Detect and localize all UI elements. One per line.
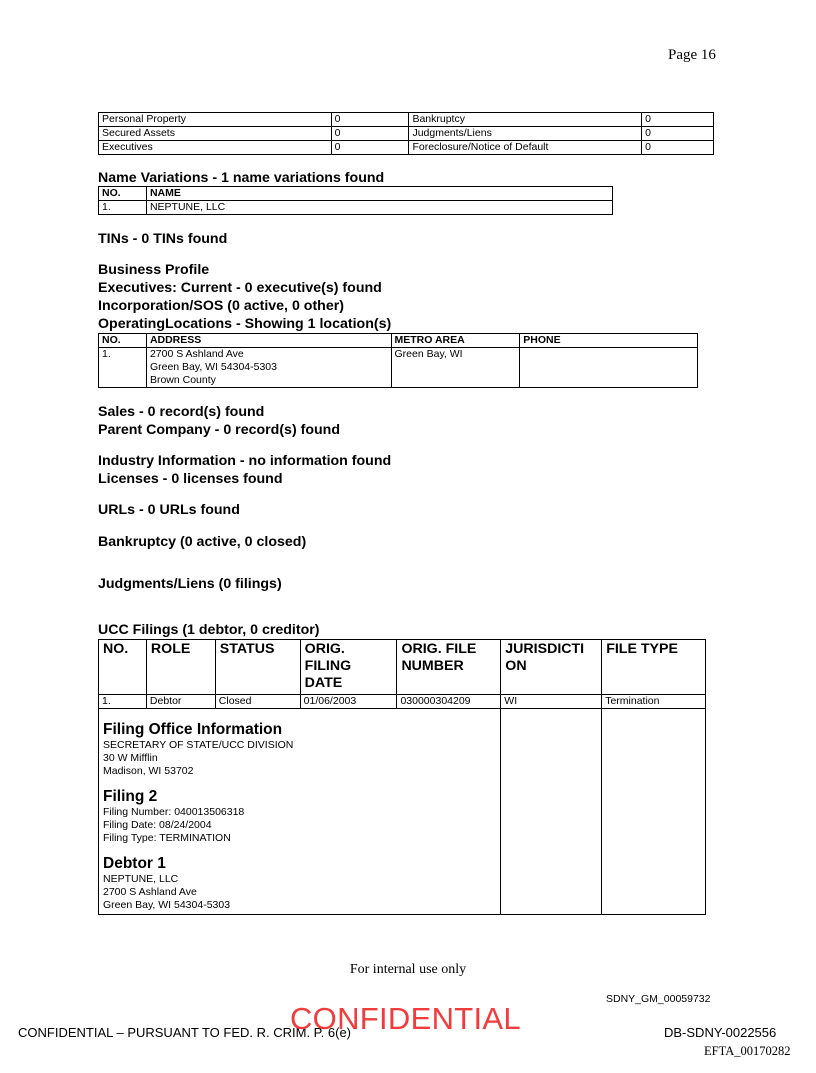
debtor-1-title: Debtor 1 [103, 855, 166, 872]
table-header-row [99, 187, 613, 201]
column-header-file-type: FILE TYPE [602, 640, 706, 695]
row-number: 1. [99, 695, 147, 709]
row-file-number: 030000304209 [397, 695, 501, 709]
efta-id: EFTA_00170282 [704, 1044, 791, 1058]
row-date: 01/06/2003 [300, 695, 397, 709]
filing-office-line: Madison, WI 53702 [103, 765, 194, 777]
column-header-orig-file-number: ORIG. FILE NUMBER [397, 640, 501, 695]
summary-label: Bankruptcy [409, 113, 642, 127]
table-header-row [99, 334, 698, 348]
row-name: NEPTUNE, LLC [146, 201, 612, 215]
operating-locations-heading: OperatingLocations - Showing 1 location(s) [98, 316, 392, 332]
bankruptcy-heading: Bankruptcy (0 active, 0 closed) [98, 534, 307, 550]
summary-row [99, 141, 714, 155]
row-file-type: Termination [602, 695, 706, 709]
summary-value: 0 [642, 127, 714, 141]
summary-label: Secured Assets [99, 127, 332, 141]
filing-2-line: Filing Type: TERMINATION [103, 832, 231, 844]
empty-cell [602, 709, 706, 915]
ucc-detail [99, 709, 501, 915]
internal-use-note: For internal use only [349, 962, 467, 977]
row-metro: Green Bay, WI [391, 348, 520, 388]
judgments-heading: Judgments/Liens (0 filings) [98, 576, 282, 592]
column-header: PHONE [520, 334, 698, 348]
row-phone [520, 348, 698, 388]
row-number: 1. [99, 201, 147, 215]
summary-value: 0 [331, 113, 409, 127]
ucc-detail-row [99, 709, 706, 915]
filing-2-line: Filing Date: 08/24/2004 [103, 819, 212, 831]
summary-label: Judgments/Liens [409, 127, 642, 141]
ucc-heading: UCC Filings (1 debtor, 0 creditor) [98, 622, 320, 638]
filing-office-line: SECRETARY OF STATE/UCC DIVISION [103, 739, 294, 751]
row-jurisdiction: WI [501, 695, 602, 709]
column-header-role: ROLE [146, 640, 215, 695]
filing-2-line: Filing Number: 040013506318 [103, 806, 245, 818]
business-profile-heading: Business Profile [98, 262, 210, 278]
name-variations-table [98, 186, 613, 215]
address-line: Green Bay, WI 54304-5303 [149, 361, 277, 373]
sales-heading: Sales - 0 record(s) found [98, 404, 265, 420]
column-header: METRO AREA [391, 334, 520, 348]
table-row [99, 695, 706, 709]
summary-value: 0 [331, 141, 409, 155]
debtor-1-line: NEPTUNE, LLC [103, 873, 179, 885]
summary-value: 0 [331, 127, 409, 141]
urls-heading: URLs - 0 URLs found [98, 502, 240, 518]
row-address [146, 348, 391, 388]
summary-label: Personal Property [99, 113, 332, 127]
licenses-heading: Licenses - 0 licenses found [98, 471, 283, 487]
row-number: 1. [99, 348, 147, 388]
column-header-status: STATUS [215, 640, 300, 695]
debtor-1-line: 2700 S Ashland Ave [103, 886, 197, 898]
industry-heading: Industry Information - no information found [98, 453, 392, 469]
page-number: Page 16 [668, 47, 716, 63]
column-header: NAME [146, 187, 612, 201]
debtor-1-line: Green Bay, WI 54304-5303 [103, 899, 231, 911]
confidential-footer: CONFIDENTIAL – PURSUANT TO FED. R. CRIM. P. 6(e) [18, 1025, 352, 1040]
table-row [99, 201, 613, 215]
table-row [99, 348, 698, 388]
summary-label: Foreclosure/Notice of Default [409, 141, 642, 155]
column-header-orig-filing-date: ORIG. FILING DATE [300, 640, 397, 695]
name-variations-heading: Name Variations - 1 name variations found [98, 170, 385, 186]
incorporation-heading: Incorporation/SOS (0 active, 0 other) [98, 298, 344, 314]
empty-cell [501, 709, 602, 915]
row-role: Debtor [146, 695, 215, 709]
summary-value: 0 [642, 141, 714, 155]
table-header-row [99, 640, 706, 695]
column-header-no: NO. [99, 640, 147, 695]
column-header: NO. [99, 334, 147, 348]
row-status: Closed [215, 695, 300, 709]
locations-table [98, 333, 698, 388]
parent-company-heading: Parent Company - 0 record(s) found [98, 422, 341, 438]
summary-table [98, 112, 714, 155]
address-line: 2700 S Ashland Ave [149, 348, 244, 360]
column-header-jurisdiction: JURISDICTI ON [501, 640, 602, 695]
summary-row [99, 113, 714, 127]
summary-label: Executives [99, 141, 332, 155]
tins-heading: TINs - 0 TINs found [98, 231, 228, 247]
filing-2-title: Filing 2 [103, 788, 158, 805]
column-header: ADDRESS [146, 334, 391, 348]
column-header: NO. [99, 187, 147, 201]
executives-heading: Executives: Current - 0 executive(s) found [98, 280, 382, 296]
address-line: Brown County [149, 374, 216, 386]
confidential-stamp: CONFIDENTIAL [290, 1001, 521, 1036]
summary-row [99, 127, 714, 141]
summary-value: 0 [642, 113, 714, 127]
bates-number-2: DB-SDNY-0022556 [664, 1025, 777, 1040]
filing-office-title: Filing Office Information [103, 721, 283, 738]
bates-number: SDNY_GM_00059732 [606, 993, 711, 1005]
filing-office-line: 30 W Mifflin [103, 752, 158, 764]
ucc-filings-table [98, 639, 706, 915]
